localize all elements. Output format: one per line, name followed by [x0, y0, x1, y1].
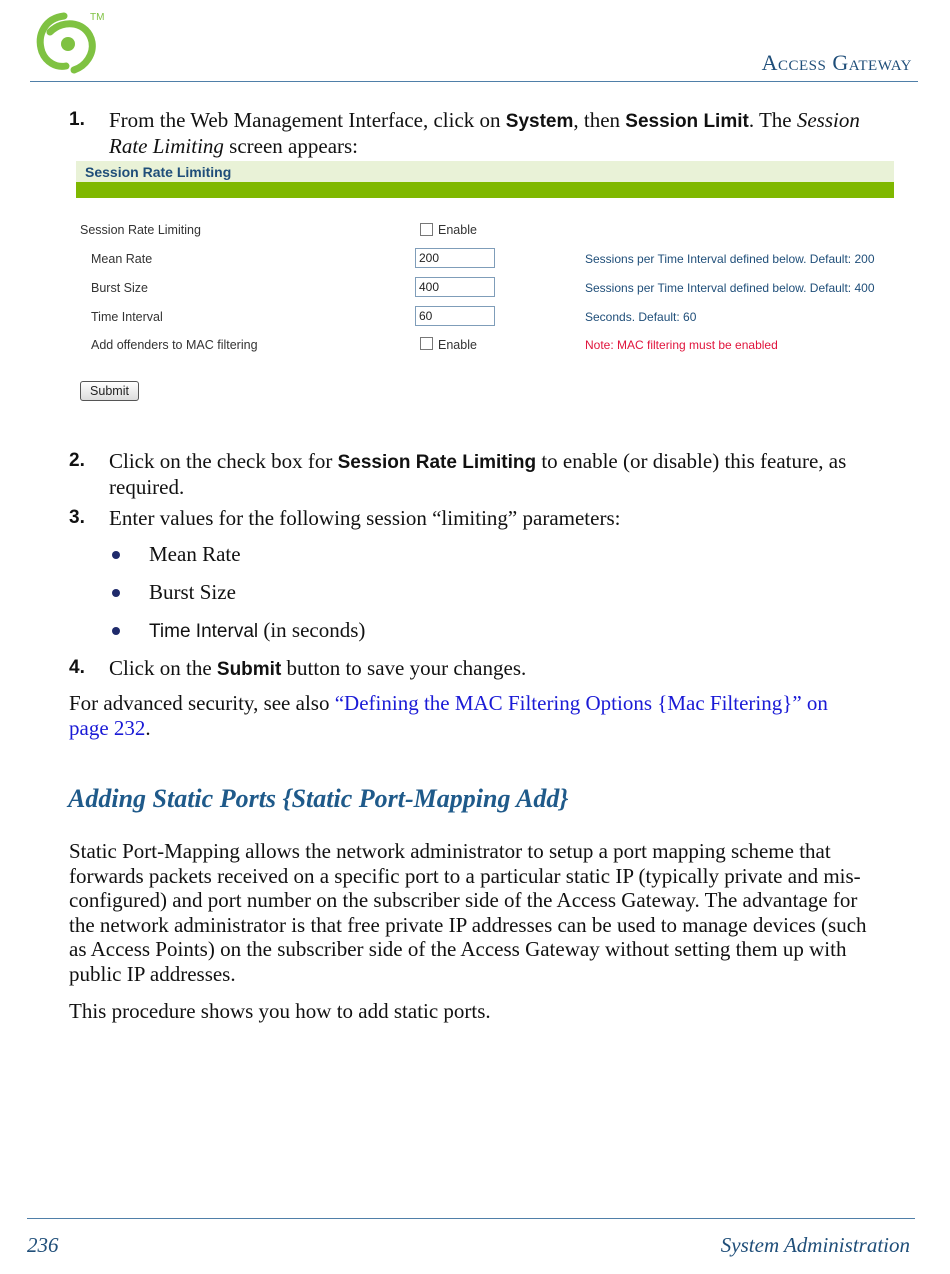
step-number: 4. — [69, 657, 85, 678]
footer-section-title: System Administration — [720, 1233, 910, 1257]
panel-title: Session Rate Limiting — [85, 164, 232, 180]
step-text: From the Web Management Interface, click on System, then Session Limit. The Session Rate Limiting screen appears: — [109, 108, 860, 158]
running-header: Access Gateway — [761, 50, 912, 75]
submit-button[interactable]: Submit — [80, 381, 139, 401]
bullet-dot — [112, 627, 120, 635]
ui-term-session-rate-limiting: Session Rate Limiting — [337, 452, 537, 473]
enable-label: Enable — [438, 223, 477, 237]
footer-divider — [27, 1218, 915, 1219]
mean-rate-label: Mean Rate — [91, 252, 153, 266]
time-interval-help: Seconds. Default: 60 — [585, 310, 697, 324]
mac-enable-label: Enable — [438, 338, 477, 352]
ui-term-submit: Submit — [216, 659, 282, 680]
mean-rate-input[interactable]: 200 — [415, 248, 495, 268]
panel-accent-bar — [76, 182, 894, 198]
burst-size-label: Burst Size — [91, 281, 148, 295]
ui-term-session-limit: Session Limit — [625, 111, 749, 132]
page-number: 236 — [27, 1233, 59, 1257]
mac-filtering-checkbox[interactable] — [420, 337, 433, 350]
step-text: Click on the Submit button to save your changes. — [109, 656, 527, 680]
step-text: Enter values for the following session “limiting” parameters: — [109, 506, 621, 530]
session-rate-limiting-screenshot — [76, 161, 894, 411]
mac-filtering-label: Add offenders to MAC filtering — [91, 338, 258, 352]
ui-term-system: System — [505, 111, 574, 132]
step-number: 1. — [69, 109, 85, 130]
static-port-mapping-paragraph: Static Port-Mapping allows the network administrator to setup a port mapping scheme that forwards packets received on a specific port to a particular static IP (typically private and mis- configured) and port number on the subscriber side of the Access Gateway. The advantage for the network administrator is that free private IP addresses can be used to manage devices (such as Access Points) on the subscriber side of the Access Gateway without setting them up with public IP addresses. — [69, 839, 867, 986]
procedure-intro: This procedure shows you how to add static ports. — [69, 999, 491, 1023]
mean-rate-help: Sessions per Time Interval defined below. Default: 200 — [585, 252, 875, 266]
bullet-dot — [112, 589, 120, 597]
advanced-security-paragraph: For advanced security, see also “Defining the MAC Filtering Options {Mac Filtering}” on page 232. — [69, 691, 828, 740]
step-number: 3. — [69, 507, 85, 528]
mac-filtering-note: Note: MAC filtering must be enabled — [585, 338, 778, 352]
session-rate-limiting-checkbox[interactable] — [420, 223, 433, 236]
bullet-mean-rate: Mean Rate — [149, 542, 241, 566]
mac-filtering-link[interactable]: “Defining the MAC Filtering Options {Mac Filtering}” on — [334, 691, 828, 715]
company-logo — [30, 8, 110, 76]
trademark-label: TM — [90, 12, 105, 23]
burst-size-input[interactable]: 400 — [415, 277, 495, 297]
time-interval-input[interactable]: 60 — [415, 306, 495, 326]
bullet-dot — [112, 551, 120, 559]
header-divider — [30, 81, 918, 82]
section-heading: Adding Static Ports {Static Port-Mapping Add} — [68, 784, 569, 813]
burst-size-help: Sessions per Time Interval defined below. Default: 400 — [585, 281, 875, 295]
page-232-link[interactable]: page 232 — [69, 715, 146, 740]
step-text: Click on the check box for Session Rate Limiting to enable (or disable) this feature, as required. — [109, 449, 847, 499]
time-interval-label: Time Interval — [91, 310, 163, 324]
session-rate-limiting-label: Session Rate Limiting — [80, 223, 201, 237]
bullet-time-interval: Time Interval (in seconds) — [149, 618, 366, 642]
step-number: 2. — [69, 450, 85, 471]
bullet-burst-size: Burst Size — [149, 580, 236, 604]
